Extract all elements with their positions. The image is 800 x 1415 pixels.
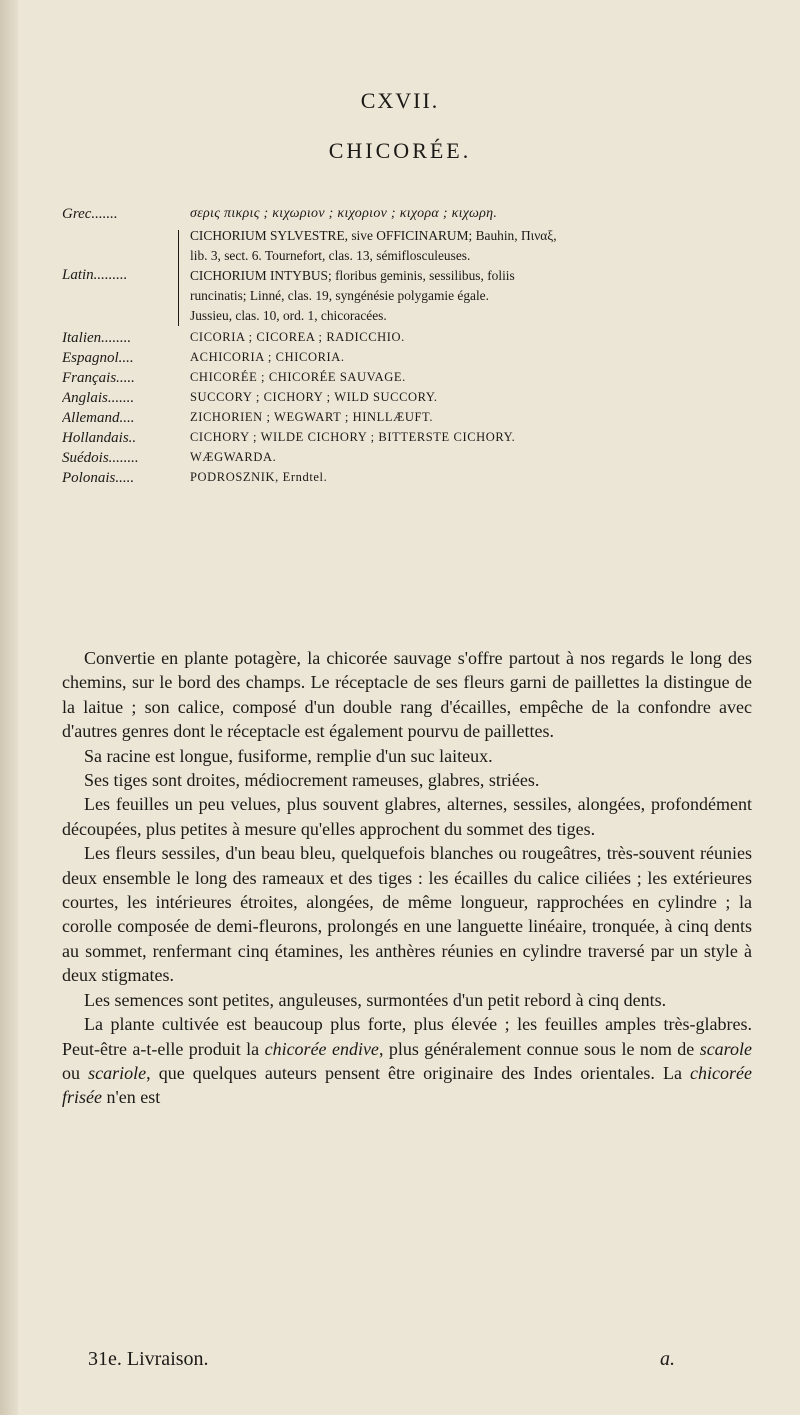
synonym-row <box>62 470 752 490</box>
description-text <box>62 646 752 1110</box>
page-footer <box>88 1348 748 1376</box>
synonym-language: Polonais..... <box>62 470 135 486</box>
text-run: n'en est <box>102 1087 161 1108</box>
paragraph-cultivated <box>62 1012 752 1110</box>
synonym-row <box>62 350 752 370</box>
synonym-names: CHICORÉE ; CHICORÉE SAUVAGE. <box>190 370 406 384</box>
synonym-row-greek <box>62 206 752 226</box>
synonym-language: Suédois........ <box>62 450 139 466</box>
synonym-language: Grec....... <box>62 206 118 222</box>
synonym-language: Espagnol.... <box>62 350 134 366</box>
italic-term: scarole <box>699 1038 753 1059</box>
latin-line: lib. 3, sect. 6. Tournefort, clas. 13, sémiflosculeuses. <box>190 248 471 263</box>
text-run: La plante cultivée est beaucoup plus forte, plus élevée ; les feuilles amples très-glabres. Peut-être a-t-elle produit la <box>62 1014 752 1059</box>
synonym-language: Italien........ <box>62 330 132 346</box>
synonym-row <box>62 370 752 390</box>
italic-term: chicorée endive <box>264 1038 379 1059</box>
page-title: CHICORÉE. <box>328 138 472 163</box>
paragraph: Ses tiges sont droites, médiocrement rameuses, glabres, striées. <box>84 770 540 791</box>
paragraph: Convertie en plante potagère, la chicorée sauvage s'offre partout à nos regards le long des chemins, sur le bord des champs. Le réceptacle de ses fleurs garni de paillettes la distingue de la laitue ; son calice, composé d'un double rang d'écailles, empêche de la confondre avec d'autres genres dont le réceptacle est également pourvu de paillettes. <box>62 648 752 742</box>
synonym-language: Latin......... <box>62 267 128 283</box>
synonym-names: PODROSZNIK, Erndtel. <box>190 470 328 484</box>
paragraph: Les feuilles un peu velues, plus souvent glabres, alternes, sessiles, alongées, profondément découpées, plus petites à mesure qu'elles approchent du sommet des tiges. <box>62 794 752 839</box>
text-run: , plus généralement connue sous le nom de <box>378 1038 700 1059</box>
plate-number: CXVII. <box>360 88 440 113</box>
latin-line: Jussieu, clas. 10, ord. 1, chicoracées. <box>190 308 387 323</box>
page-gutter <box>0 0 18 1415</box>
synonym-language: Hollandais.. <box>62 430 137 446</box>
synonym-language: Français..... <box>62 370 135 386</box>
text-run: ou <box>62 1062 89 1083</box>
gathering-mark: a. <box>660 1348 675 1370</box>
latin-line: CICHORIUM INTYBUS; floribus geminis, sessilibus, foliis <box>190 268 515 283</box>
synonym-names: CICORIA ; CICOREA ; RADICCHIO. <box>190 330 405 344</box>
latin-brace <box>178 230 187 326</box>
synonym-names: ZICHORIEN ; WEGWART ; HINLLÆUFT. <box>190 410 434 424</box>
paragraph: Les fleurs sessiles, d'un beau bleu, quelquefois blanches ou rougeâtres, très-souvent réunies deux ensemble le long des rameaux et des tiges : les écailles du calice ciliées ; les extérieures courtes, les intérieures étroites, alongées, de même longueur, rapprochées en cylindre ; la corolle composée de demi-fleurons, prolongés en une languette linéaire, tronquée, à cinq dents au sommet, renfermant cinq étamines, les anthères réunies en cylindre traversé par un style à deux stigmates. <box>62 843 752 986</box>
paragraph: Sa racine est longue, fusiforme, remplie d'un suc laiteux. <box>84 745 493 766</box>
signature-mark: 31e. Livraison. <box>88 1348 209 1370</box>
italic-term: chicorée frisée <box>62 1062 752 1108</box>
synonym-language: Allemand.... <box>62 410 135 426</box>
text-run: , que quelques auteurs pensent être originaire des Indes orientales. La <box>146 1062 691 1083</box>
synonym-row <box>62 410 752 430</box>
synonym-names: σερις πικρις ; κιχωριον ; κιχοριον ; κιχορα ; κιχωρη. <box>190 206 498 221</box>
synonym-names: WÆGWARDA. <box>190 450 277 464</box>
synonym-names: ACHICORIA ; CHICORIA. <box>190 350 345 364</box>
paragraph: Les semences sont petites, anguleuses, surmontées d'un petit rebord à cinq dents. <box>84 989 667 1010</box>
latin-synonyms <box>190 226 557 326</box>
synonym-names: CICHORY ; WILDE CICHORY ; BITTERSTE CICHORY. <box>190 430 516 444</box>
synonym-row <box>62 330 752 350</box>
synonym-names: SUCCORY ; CICHORY ; WILD SUCCORY. <box>190 390 438 404</box>
latin-line: CICHORIUM SYLVESTRE, sive OFFICINARUM; Bauhin, Πιναξ, <box>190 228 557 243</box>
synonym-row <box>62 390 752 410</box>
synonym-row <box>62 450 752 470</box>
italic-term: scariole <box>88 1062 147 1083</box>
synonym-row <box>62 430 752 450</box>
latin-line: runcinatis; Linné, clas. 19, syngénésie polygamie égale. <box>190 288 489 303</box>
synonym-language: Anglais....... <box>62 390 135 406</box>
